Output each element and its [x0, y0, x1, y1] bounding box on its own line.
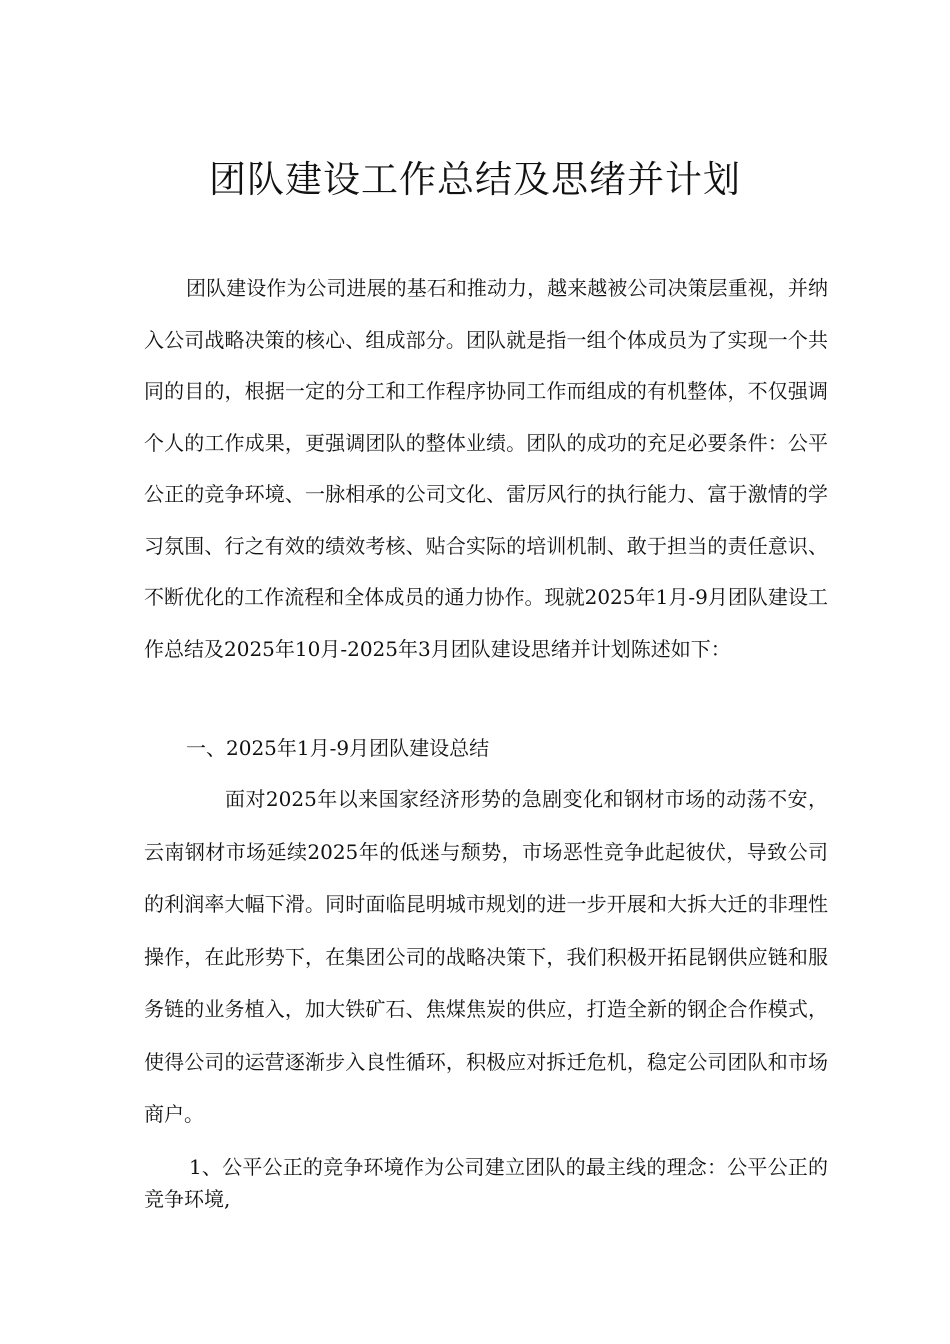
section-body-paragraph: 面对2025年以来国家经济形势的急剧变化和钢材市场的动荡不安，云南钢材市场延续2025年的低迷与颓势，市场恶性竞争此起彼伏，导致公司的利润率大幅下滑。同时面临昆明城市规划的进一步开展和大拆大迁的非理性操作，在此形势下，在集团公司的战略决策下，我们积极开拓昆钢供应链和服务链的业务植入，加大铁矿石、焦煤焦炭的供应，打造全新的钢企合作模式，使得公司的运营逐渐步入良性循环，积极应对拆迁危机，稳定公司团队和市场商户。 [144, 787, 828, 1126]
point-one-paragraph: 1、公平公正的竞争环境作为公司建立团队的最主线的理念：公平公正的竞争环境, [144, 1155, 828, 1211]
intro-paragraph: 团队建设作为公司进展的基石和推动力，越来越被公司决策层重视，并纳入公司战略决策的核心、组成部分。团队就是指一组个体成员为了实现一个共同的目的，根据一定的分工和工作程序协同工作而组成的有机整体，不仅强调个人的工作成果，更强调团队的整体业绩。团队的成功的充足必要条件：公平公正的竞争环境、一脉相承的公司文化、雷厉风行的执行能力、富于激情的学习氛围、行之有效的绩效考核、贴合实际的培训机制、敢于担当的责任意识、不断优化的工作流程和全体成员的通力协作。现就2025年1月-9月团队建设工作总结及2025年10月-2025年3月团队建设思绪并计划陈述如下： [144, 276, 828, 661]
section-heading: 一、2025年1月-9月团队建设总结 [186, 736, 490, 760]
document-title: 团队建设工作总结及思绪并计划 [209, 158, 741, 201]
